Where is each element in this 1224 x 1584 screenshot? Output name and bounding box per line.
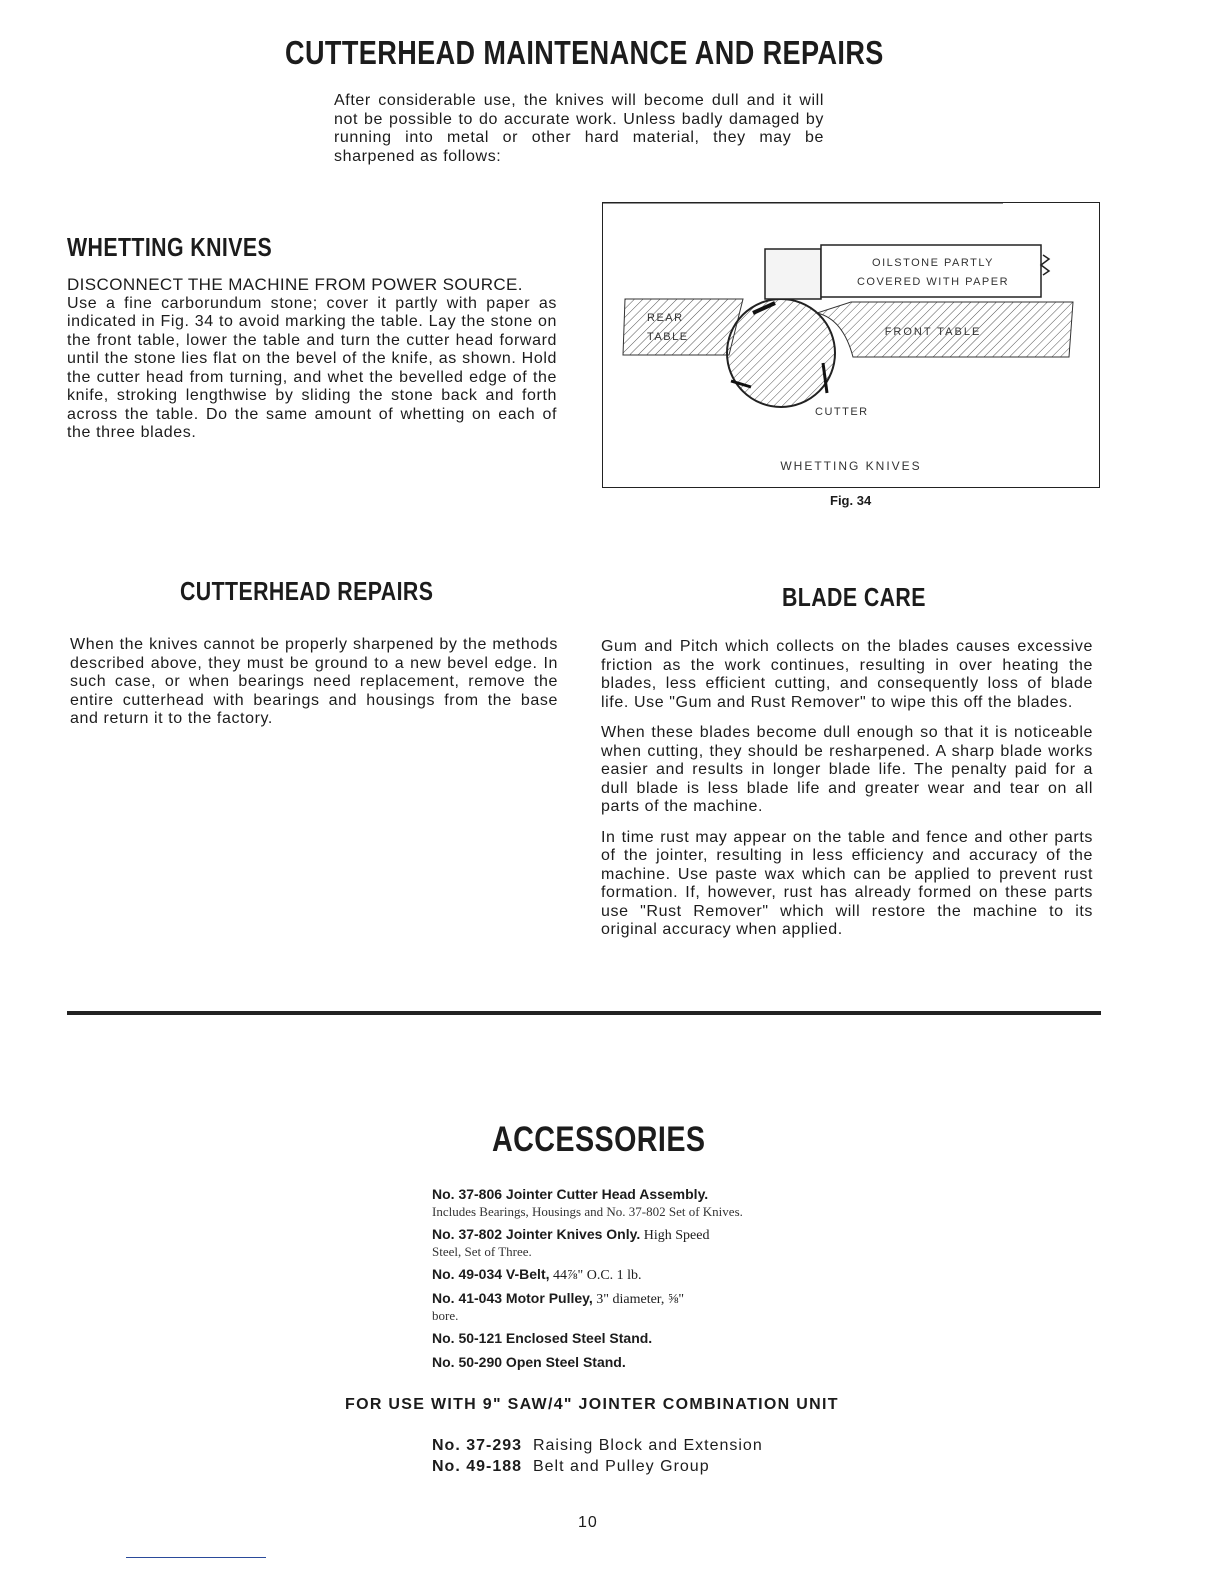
blade-care-p2: When these blades become dull enough so that it is noticeable when cutting, they should be resharpened. A sharp blade works easier and results in longer blade life. The penalty paid for a dull blade is less blade life and greater wear and tear on all parts of the machine. bbox=[601, 724, 1093, 815]
label-rear-1: REAR bbox=[647, 312, 684, 324]
accessory-desc: Includes Bearings, Housings and No. 37-802 Set of Knives. bbox=[432, 1204, 743, 1219]
accessories-heading: ACCESSORIES bbox=[492, 1120, 706, 1159]
repairs-text: When the knives cannot be properly sharpened by the methods described above, they must be ground to a new bevel edge. In such case, or when bearings need replacement, remove the entire cutterhead with bearings and housings from the base and return it to the factory. bbox=[70, 636, 558, 727]
combo-item bbox=[432, 1456, 763, 1477]
accessory-number: No. 41-043 Motor Pulley, bbox=[432, 1290, 593, 1306]
accessory-item: No. 41-043 Motor Pulley, 3" diameter, ⅝" bore. bbox=[432, 1290, 752, 1324]
combo-desc: Raising Block and Extension bbox=[532, 1437, 763, 1454]
accessory-item bbox=[432, 1186, 752, 1220]
combo-desc: Belt and Pulley Group bbox=[532, 1458, 710, 1475]
repairs-heading: CUTTERHEAD REPAIRS bbox=[180, 576, 434, 606]
combo-number: No. 37-293 bbox=[432, 1437, 523, 1454]
whetting-text: Use a fine carborundum stone; cover it partly with paper as indicated in Fig. 34 to avoid marking the table. Lay the stone on the front table, lower the table and turn the cutter head forward until the stone lies flat on the bevel of the knife, as shown. Hold the cutter head from turning, and whet the bevelled edge of the knife, stroking lengthwise by sliding the stone back and forth across the table. Do the same amount of whetting on each of the three blades. bbox=[67, 294, 557, 441]
page-title: CUTTERHEAD MAINTENANCE AND REPAIRS bbox=[285, 34, 884, 71]
combo-number: No. 49-188 bbox=[432, 1458, 523, 1475]
accessory-item: No. 37-802 Jointer Knives Only. High Speed Steel, Set of Three. bbox=[432, 1226, 752, 1260]
label-rear-2: TABLE bbox=[647, 331, 689, 343]
oilstone bbox=[765, 249, 821, 299]
label-oilstone-1: OILSTONE PARTLY bbox=[872, 257, 994, 269]
figure-label: Fig. 34 bbox=[830, 493, 872, 508]
combo-item bbox=[432, 1435, 763, 1456]
blade-care-section bbox=[601, 638, 1093, 940]
combo-heading: FOR USE WITH 9" SAW/4" JOINTER COMBINATION UNIT bbox=[345, 1396, 839, 1413]
rear-table bbox=[623, 299, 743, 355]
intro-text: After considerable use, the knives will become dull and it will not be possible to do accurate work. Unless badly damaged by running into metal or other hard material, they may be sharpened as follows: bbox=[334, 92, 824, 165]
accessory-item bbox=[432, 1354, 752, 1372]
accessory-number: No. 37-806 Jointer Cutter Head Assembly. bbox=[432, 1186, 709, 1202]
accessory-item bbox=[432, 1330, 752, 1348]
accessory-number: No. 50-121 Enclosed Steel Stand. bbox=[432, 1330, 653, 1346]
section-divider bbox=[67, 1011, 1101, 1015]
accessory-number: No. 37-802 Jointer Knives Only. bbox=[432, 1226, 641, 1242]
accessory-item: No. 49-034 V-Belt, 44⅞" O.C. 1 lb. bbox=[432, 1266, 642, 1283]
figure-caption-title: WHETTING KNIVES bbox=[780, 459, 922, 473]
combo-list bbox=[432, 1435, 763, 1477]
oilstone-paper bbox=[821, 245, 1041, 297]
page-number: 10 bbox=[578, 1514, 598, 1531]
accessory-number: No. 49-034 V-Belt, bbox=[432, 1266, 550, 1282]
label-front-table: FRONT TABLE bbox=[884, 326, 982, 338]
cutter-head bbox=[727, 299, 835, 407]
whetting-diagram bbox=[603, 203, 1099, 487]
accessory-desc: bore. bbox=[432, 1308, 459, 1323]
accessory-number: No. 50-290 Open Steel Stand. bbox=[432, 1354, 626, 1370]
whetting-section bbox=[67, 276, 557, 443]
label-cutter: CUTTER bbox=[815, 406, 869, 418]
blade-care-p1: Gum and Pitch which collects on the blades causes excessive friction as the work continues, resulting in over heating the blades, less efficient cutting, and consequently loss of blade life. Use "Gum and Rust Remover" to wipe this off the blades. bbox=[601, 638, 1093, 711]
blade-care-heading: BLADE CARE bbox=[782, 582, 926, 612]
whetting-lead: DISCONNECT THE MACHINE FROM POWER SOURCE. bbox=[67, 275, 523, 294]
blade-care-p3: In time rust may appear on the table and fence and other parts of the jointer, resulting in less efficiency and accuracy of the machine. Use paste wax which can be applied to prevent rust formation. If, however, rust has already formed on these parts use "Rust Remover" which will restore the machine to its original accuracy when applied. bbox=[601, 828, 1093, 938]
accessory-desc: Steel, Set of Three. bbox=[432, 1244, 532, 1259]
footer-rule bbox=[126, 1557, 266, 1558]
label-oilstone-2: COVERED WITH PAPER bbox=[856, 276, 1010, 288]
figure-34 bbox=[602, 202, 1100, 488]
accessories-list bbox=[432, 1186, 752, 1378]
whetting-heading: WHETTING KNIVES bbox=[67, 232, 273, 262]
break-mark-icon bbox=[1041, 255, 1049, 275]
